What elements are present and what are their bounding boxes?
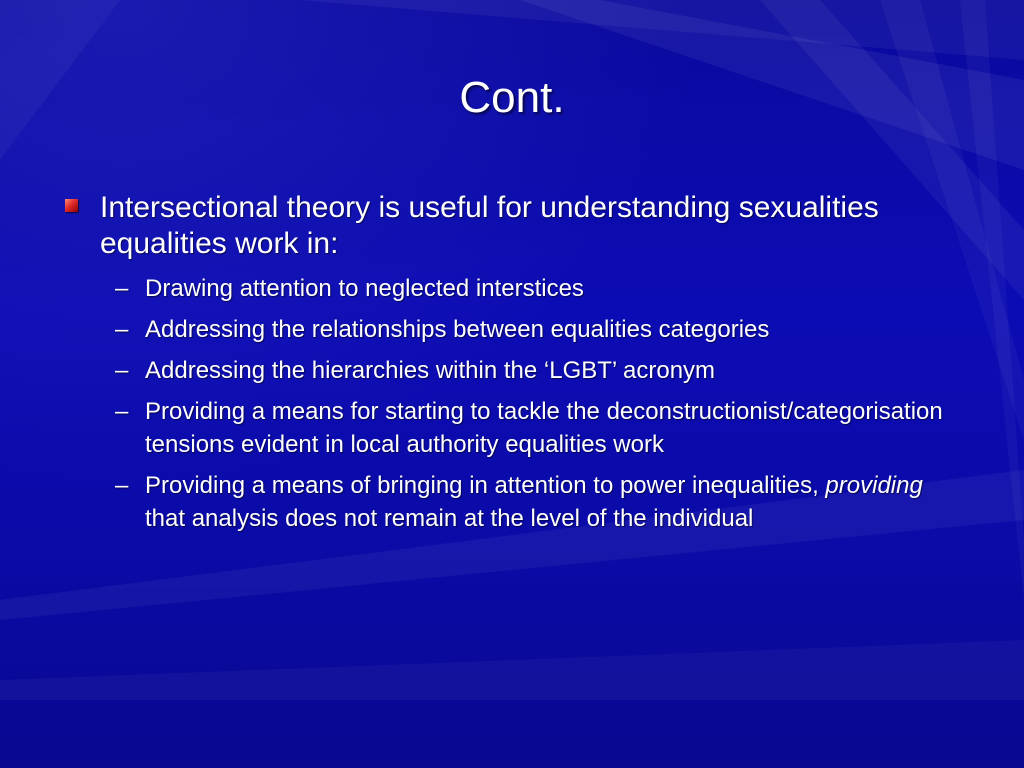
red-square-bullet-icon	[65, 199, 78, 212]
dash-bullet-icon: –	[115, 357, 129, 384]
list-item	[60, 354, 960, 387]
list-item	[60, 313, 960, 346]
list-item-text: Addressing the relationships between equalities categories	[145, 316, 770, 343]
dash-bullet-icon: –	[115, 316, 129, 343]
list-item-text: Drawing attention to neglected interstices	[145, 275, 584, 302]
list-item	[60, 395, 960, 461]
slide-title: Cont.	[459, 73, 565, 122]
dash-bullet-icon: –	[115, 472, 129, 499]
main-bullet	[60, 190, 960, 262]
list-item	[60, 272, 960, 305]
list-item-text: Providing a means for starting to tackle the deconstructionist/categorisation tensions evident in local authority equalities work	[145, 398, 943, 458]
main-bullet-text: Intersectional theory is useful for understanding sexualities equalities work in:	[100, 191, 879, 260]
list-item-text-rest: that analysis does not remain at the level of the individual	[145, 505, 754, 532]
dash-bullet-icon: –	[115, 275, 129, 302]
list-item-emphasis: providing	[825, 472, 923, 499]
list-item	[60, 469, 960, 535]
dash-bullet-icon: –	[115, 398, 129, 425]
sub-bullet-list	[60, 272, 960, 535]
slide-body	[60, 190, 960, 543]
list-item-text-line1: Providing a means of bringing in attention to power inequalities,	[145, 472, 819, 499]
list-item-text: Addressing the hierarchies within the ‘LGBT’ acronym	[145, 357, 716, 384]
